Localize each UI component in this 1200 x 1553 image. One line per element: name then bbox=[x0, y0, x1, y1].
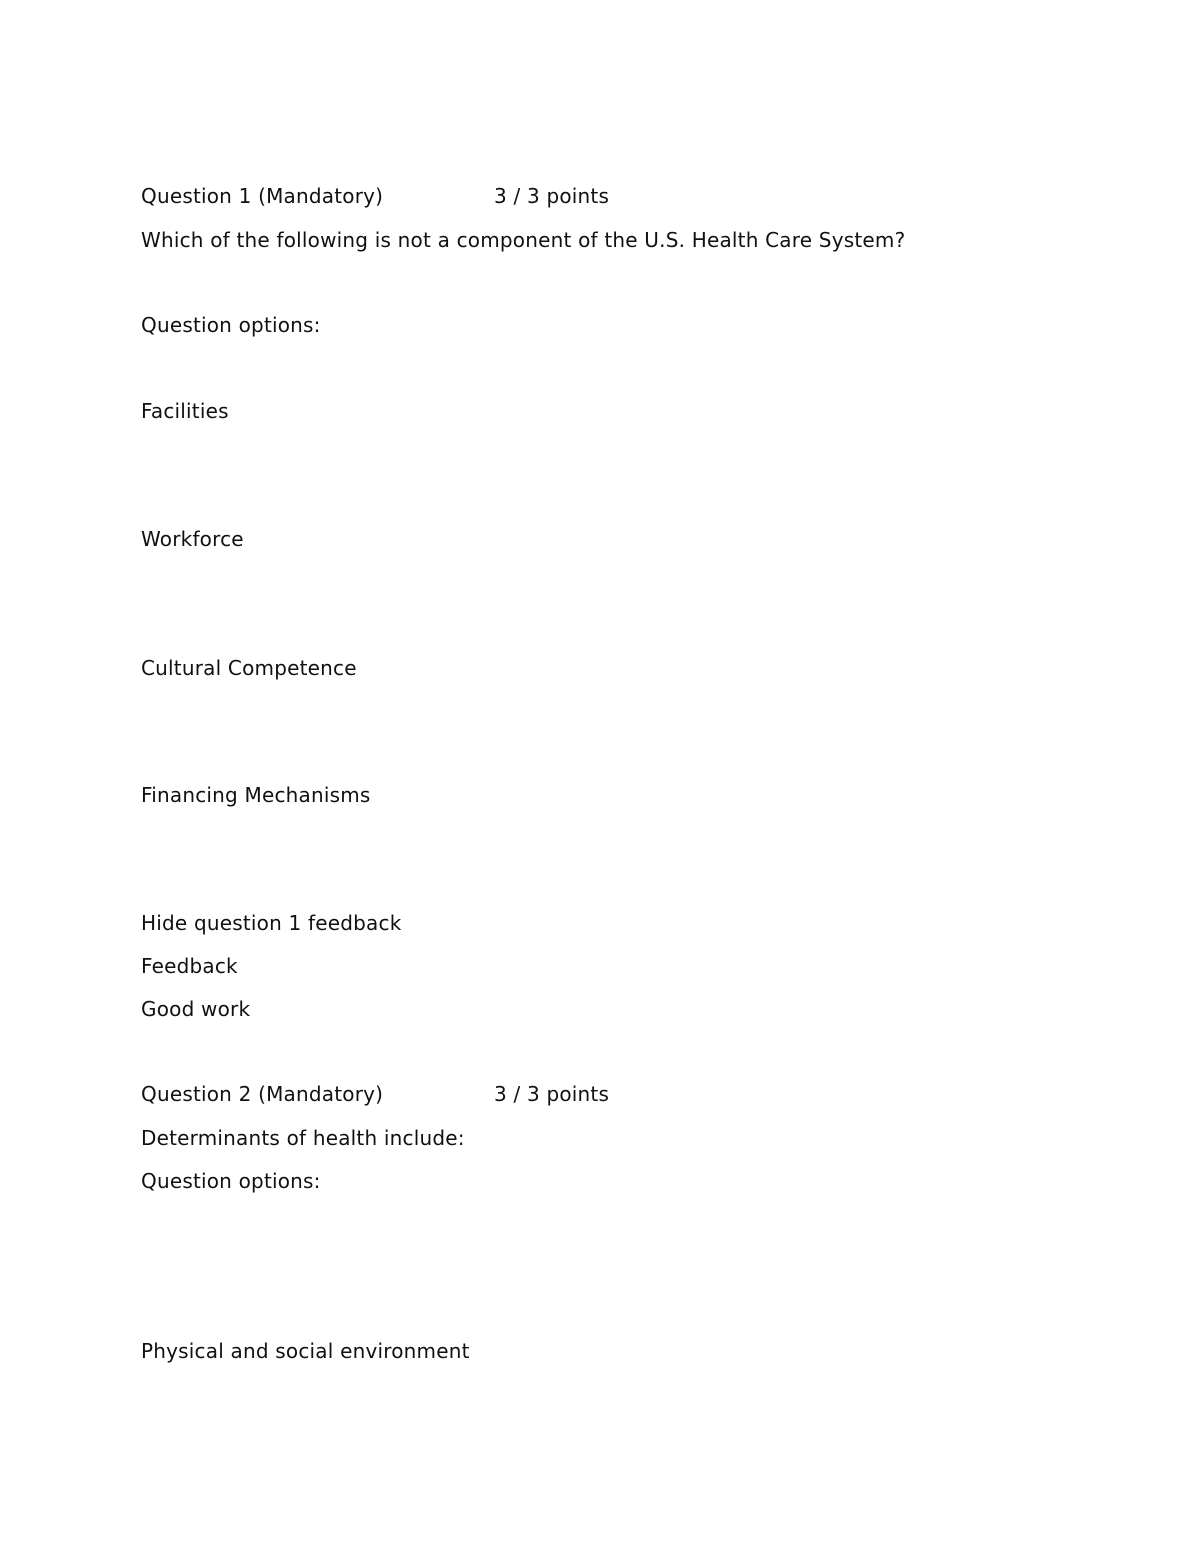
question-1-options-label: Question options: bbox=[141, 313, 321, 337]
question-1-option[interactable]: Facilities bbox=[141, 399, 229, 423]
question-2-prompt: Determinants of health include: bbox=[141, 1126, 465, 1150]
question-2-option[interactable]: Physical and social environment bbox=[141, 1339, 470, 1363]
question-1-prompt: Which of the following is not a component of the U.S. Health Care System? bbox=[141, 228, 906, 252]
question-1-header: Question 1 (Mandatory) bbox=[141, 184, 384, 208]
question-2-points: 3 / 3 points bbox=[494, 1082, 610, 1106]
question-1-option[interactable]: Workforce bbox=[141, 527, 244, 551]
question-1-option[interactable]: Financing Mechanisms bbox=[141, 783, 371, 807]
question-2-header: Question 2 (Mandatory) bbox=[141, 1082, 384, 1106]
question-1-option[interactable]: Cultural Competence bbox=[141, 656, 357, 680]
feedback-label: Feedback bbox=[141, 954, 238, 978]
feedback-text: Good work bbox=[141, 997, 251, 1021]
question-2-options-label: Question options: bbox=[141, 1169, 321, 1193]
question-1-points: 3 / 3 points bbox=[494, 184, 610, 208]
hide-feedback-link[interactable]: Hide question 1 feedback bbox=[141, 911, 402, 935]
